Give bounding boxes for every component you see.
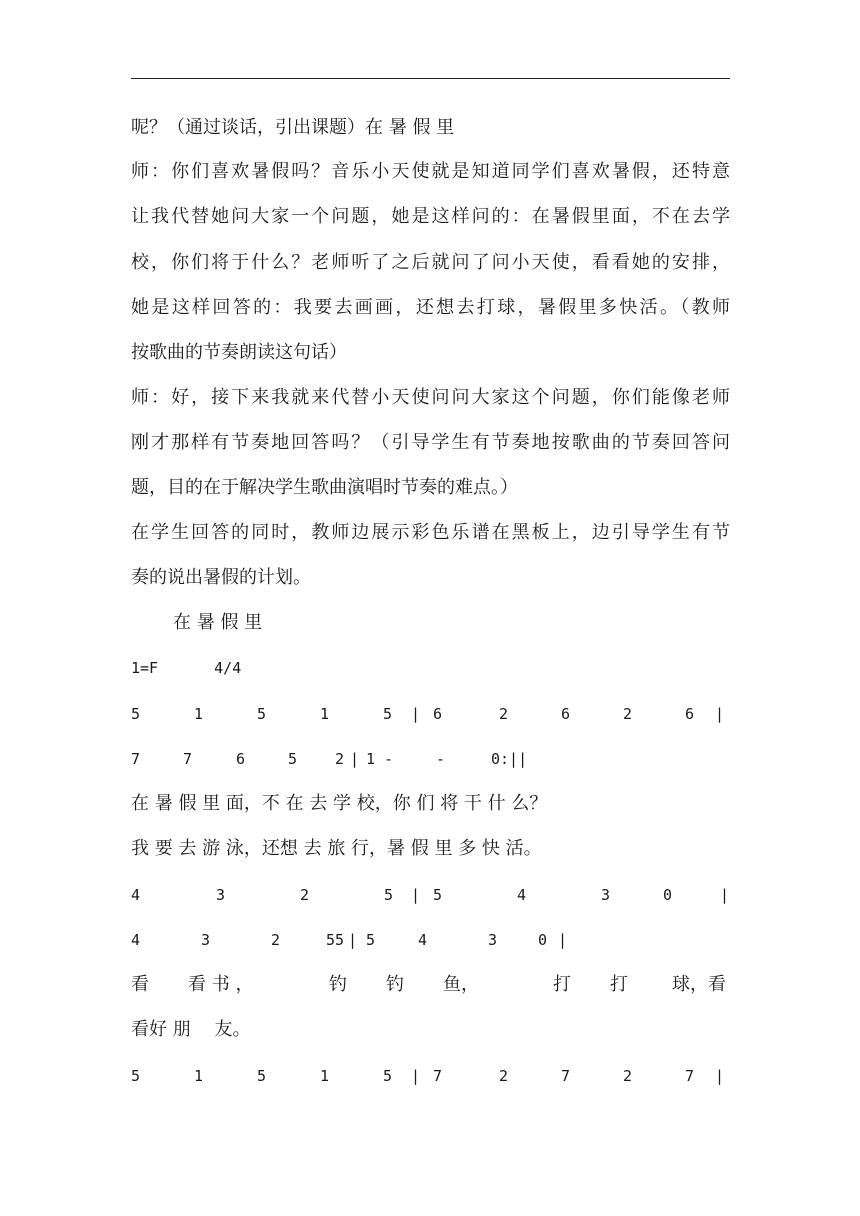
note: 3 [601,886,611,904]
barline: | [348,931,358,949]
song-meter: 4/4 [214,659,242,677]
barline: | [720,886,730,904]
note: 7 [561,1067,571,1085]
barline: | [350,750,360,768]
note: 1 - [366,750,394,768]
paragraph-line: 师：你们喜欢暑假吗？音乐小天使就是知道同学们喜欢暑假，还特意 [131,161,730,182]
lyric-word: 打 [553,974,571,995]
notation-row [131,1064,730,1088]
note: 1 [320,1067,330,1085]
note: - [436,750,446,768]
note: 5 [383,1067,393,1085]
note: 2 [499,705,509,723]
song-key: 1=F [131,659,159,677]
note: 0:|| [491,750,528,768]
note: 2 [271,931,281,949]
paragraph-line: 题，目的在于解决学生歌曲演唱时节奏的难点。） [131,477,518,498]
note: 5 [257,705,267,723]
note: 5 [433,886,443,904]
barline: | [411,886,421,904]
note: 5 [366,931,376,949]
lyric-line [131,973,730,997]
note: 2 [499,1067,509,1085]
song-key-meter [131,656,730,680]
paragraph-line: 奏的说出暑假的计划。 [131,567,311,588]
note: 0 [538,931,548,949]
note: 6 [685,705,695,723]
paragraph-line: 刚才那样有节奏地回答吗？（引导学生有节奏地按歌曲的节奏回答问 [131,432,730,453]
barline: | [411,705,421,723]
song-title: 在 暑 假 里 [173,612,263,633]
lyric-line: 我 要 去 游 泳，还想 去 旅 行，暑 假 里 多 快 活。 [131,838,542,859]
paragraph-line: 让我代替她问大家一个问题，她是这样问的：在暑假里面，不在去学 [131,206,730,227]
notation-row [131,702,730,726]
note: 1 [194,1067,204,1085]
note: 3 [201,931,211,949]
lyric-word: 打 [610,974,628,995]
notation-row [131,747,730,771]
note: 4 [517,886,527,904]
barline: | [715,1067,725,1085]
note: 3 [216,886,226,904]
note: 6 [433,705,443,723]
note: 55 [326,931,345,949]
note: 2 [335,750,345,768]
notation-row [131,883,730,907]
note: 2 [300,886,310,904]
lyric-line: 在 暑 假 里 面，不 在 去 学 校，你 们 将 干 什 么？ [131,793,548,814]
lyric-word: 钓 [329,974,347,995]
note: 4 [418,931,428,949]
note: 5 [383,705,393,723]
lyric-word: 钓 [386,974,404,995]
note: 5 [131,1067,141,1085]
note: 4 [131,886,141,904]
note: 4 [131,931,141,949]
note: 3 [488,931,498,949]
note: 7 [685,1067,695,1085]
lyric-line: 看好 朋 友。 [131,1019,251,1040]
note: 5 [384,886,394,904]
note: 5 [257,1067,267,1085]
note: 1 [194,705,204,723]
barline: | [411,1067,421,1085]
barline: | [715,705,725,723]
lyric-word: 看 书 ， [188,974,254,995]
note: 1 [320,705,330,723]
note: 7 [433,1067,443,1085]
notation-row [131,928,730,952]
lyric-word: 球，看 [672,974,726,995]
header-rule [131,78,730,79]
note: 7 [183,750,193,768]
note: 6 [561,705,571,723]
paragraph-line: 按歌曲的节奏朗读这句话） [131,342,347,363]
note: 5 [288,750,298,768]
paragraph-line: 师：好，接下来我就来代替小天使问问大家这个问题，你们能像老师 [131,387,730,408]
note: 5 [131,705,141,723]
lyric-word: 鱼， [443,974,479,995]
note: 2 [623,1067,633,1085]
paragraph-line: 她是这样回答的：我要去画画，还想去打球，暑假里多快活。（教师 [131,297,730,318]
note: 0 [663,886,673,904]
paragraph-line: 在学生回答的同时，教师边展示彩色乐谱在黑板上，边引导学生有节 [131,522,730,543]
note: 2 [623,705,633,723]
lyric-word: 看 [131,974,149,995]
note: 6 [236,750,246,768]
barline: | [558,931,568,949]
paragraph-line: 呢？（通过谈话，引出课题）在 暑 假 里 [131,117,455,138]
paragraph-line: 校，你们将于什么？老师听了之后就问了问小天使，看看她的安排， [131,252,730,273]
note: 7 [131,750,141,768]
